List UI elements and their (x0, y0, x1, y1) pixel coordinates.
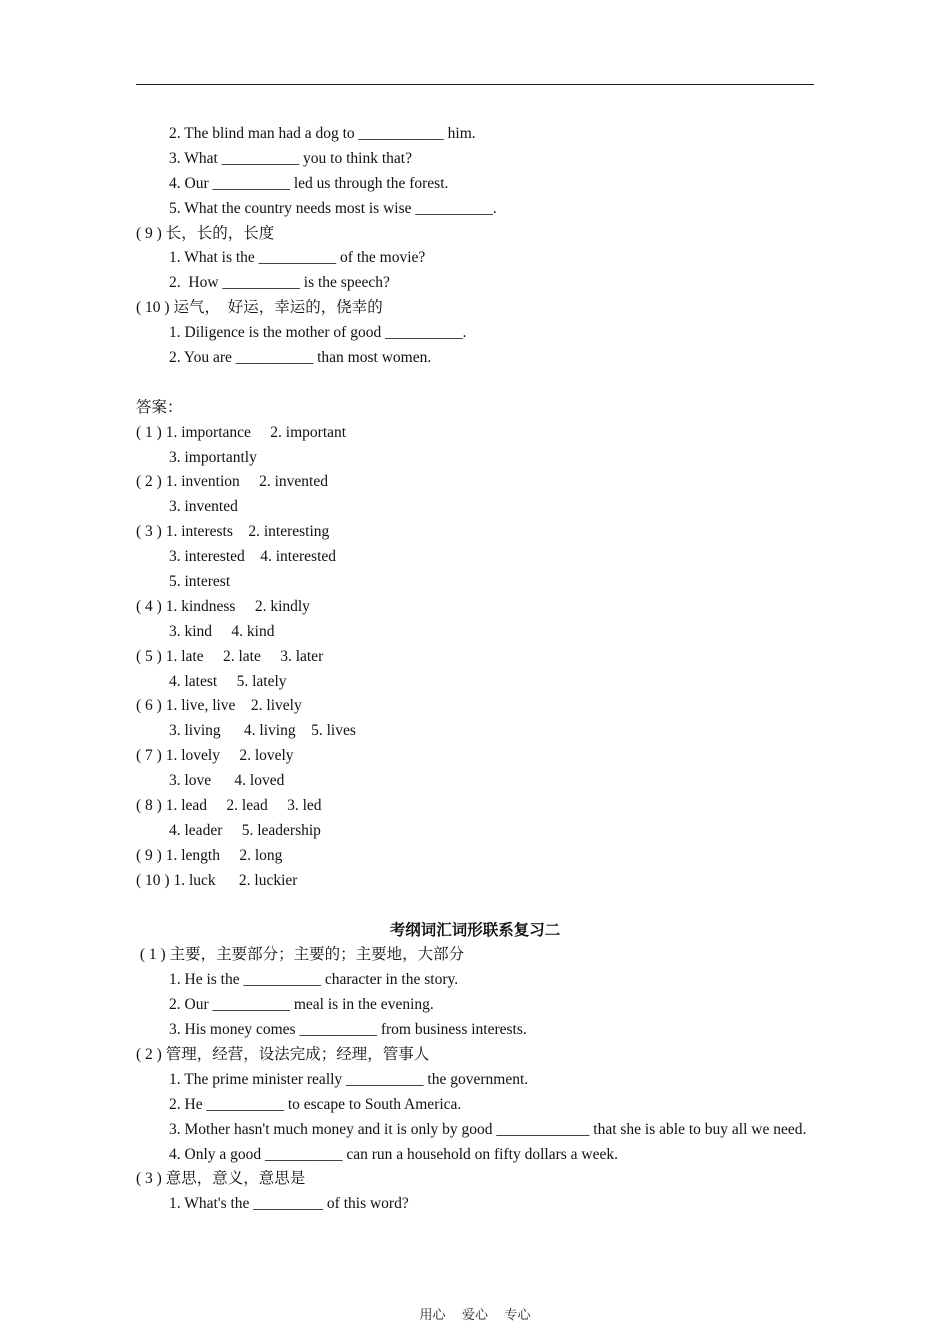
exercise-item: 3. interested 4. interested (169, 548, 337, 566)
item-heading: ( 2 ) 1. invention 2. invented (136, 473, 328, 491)
item-heading: ( 8 ) 1. lead 2. lead 3. led (136, 797, 322, 815)
exercise-continuation (136, 122, 814, 371)
item-heading: ( 1 ) 1. importance 2. important (136, 423, 347, 441)
exercise-item: 3. invented (169, 498, 238, 516)
exercise-item: 2. You are __________ than most women. (169, 349, 432, 367)
document-body (136, 122, 814, 1217)
exercise-item: 5. interest (169, 573, 231, 591)
item-heading: ( 4 ) 1. kindness 2. kindly (136, 597, 310, 615)
blank-line (136, 894, 814, 919)
exercise-item: 3. kind 4. kind (169, 622, 275, 640)
exercise-item: 1. He is the __________ character in the story. (169, 971, 459, 989)
exercise-item: 3. What __________ you to think that? (169, 149, 412, 167)
item-heading: ( 3 ) 1. interests 2. interesting (136, 523, 330, 541)
page-footer: 用心 爱心 专心 (419, 1308, 531, 1323)
exercise-item: 2. He __________ to escape to South America. (169, 1095, 462, 1113)
item-heading: ( 5 ) 1. late 2. late 3. later (136, 647, 324, 665)
item-heading: ( 3 ) 意思，意义，意思是 (136, 1170, 306, 1188)
exercise-item: 1. What is the __________ of the movie? (169, 249, 426, 267)
wrapped-exercise-sentence: 3. Mother hasn't much money and it is only by good ____________ that she is able to buy all we need. (169, 1120, 807, 1138)
section-title: 考纲词汇词形联系复习二 (389, 921, 561, 939)
exercise-item: 3. importantly (169, 448, 257, 466)
exercise-item: 2. The blind man had a dog to ___________ him. (169, 125, 476, 142)
exercise-item: 1. What's the _________ of this word? (169, 1195, 409, 1213)
exercise-item: 4. Our __________ led us through the forest. (169, 174, 449, 192)
blank-line (136, 371, 814, 396)
answer-list (136, 421, 814, 894)
exercise-item: 2. How __________ is the speech? (169, 274, 390, 292)
exercise-item: 5. What the country needs most is wise __________. (169, 199, 497, 217)
item-heading: ( 6 ) 1. live, live 2. lively (136, 697, 302, 715)
exercise-item: 1. Diligence is the mother of good __________. (169, 324, 467, 342)
header-rule (136, 84, 814, 85)
exercise-item: 4. leader 5. leadership (169, 821, 321, 839)
item-heading: ( 10 ) 运气， 好运，幸运的，侥幸的 (136, 299, 383, 317)
answers-heading: 答案： (136, 398, 183, 416)
item-heading: ( 9 ) 长，长的，长度 (136, 224, 275, 242)
item-heading: ( 9 ) 1. length 2. long (136, 846, 283, 864)
item-heading: ( 2 ) 管理，经营，设法完成；经理，管事人 (136, 1045, 430, 1063)
exercise-item: 4. latest 5. lately (169, 672, 287, 690)
item-heading: ( 7 ) 1. lovely 2. lovely (136, 747, 294, 765)
exercise-item: 3. living 4. living 5. lives (169, 722, 356, 740)
exercise-item: 3. love 4. loved (169, 772, 285, 790)
item-heading: ( 10 ) 1. luck 2. luckier (136, 871, 298, 889)
exercise-list (136, 943, 814, 1117)
exercise-list (136, 1143, 814, 1218)
exercise-item: 3. His money comes __________ from business interests. (169, 1021, 527, 1039)
item-heading: ( 1 ) 主要，主要部分；主要的；主要地，大部分 (136, 946, 465, 964)
exercise-item: 1. The prime minister really __________ the government. (169, 1070, 529, 1088)
exercise-item: 4. Only a good __________ can run a household on fifty dollars a week. (169, 1145, 618, 1163)
exercise-item: 2. Our __________ meal is in the evening. (169, 996, 434, 1014)
